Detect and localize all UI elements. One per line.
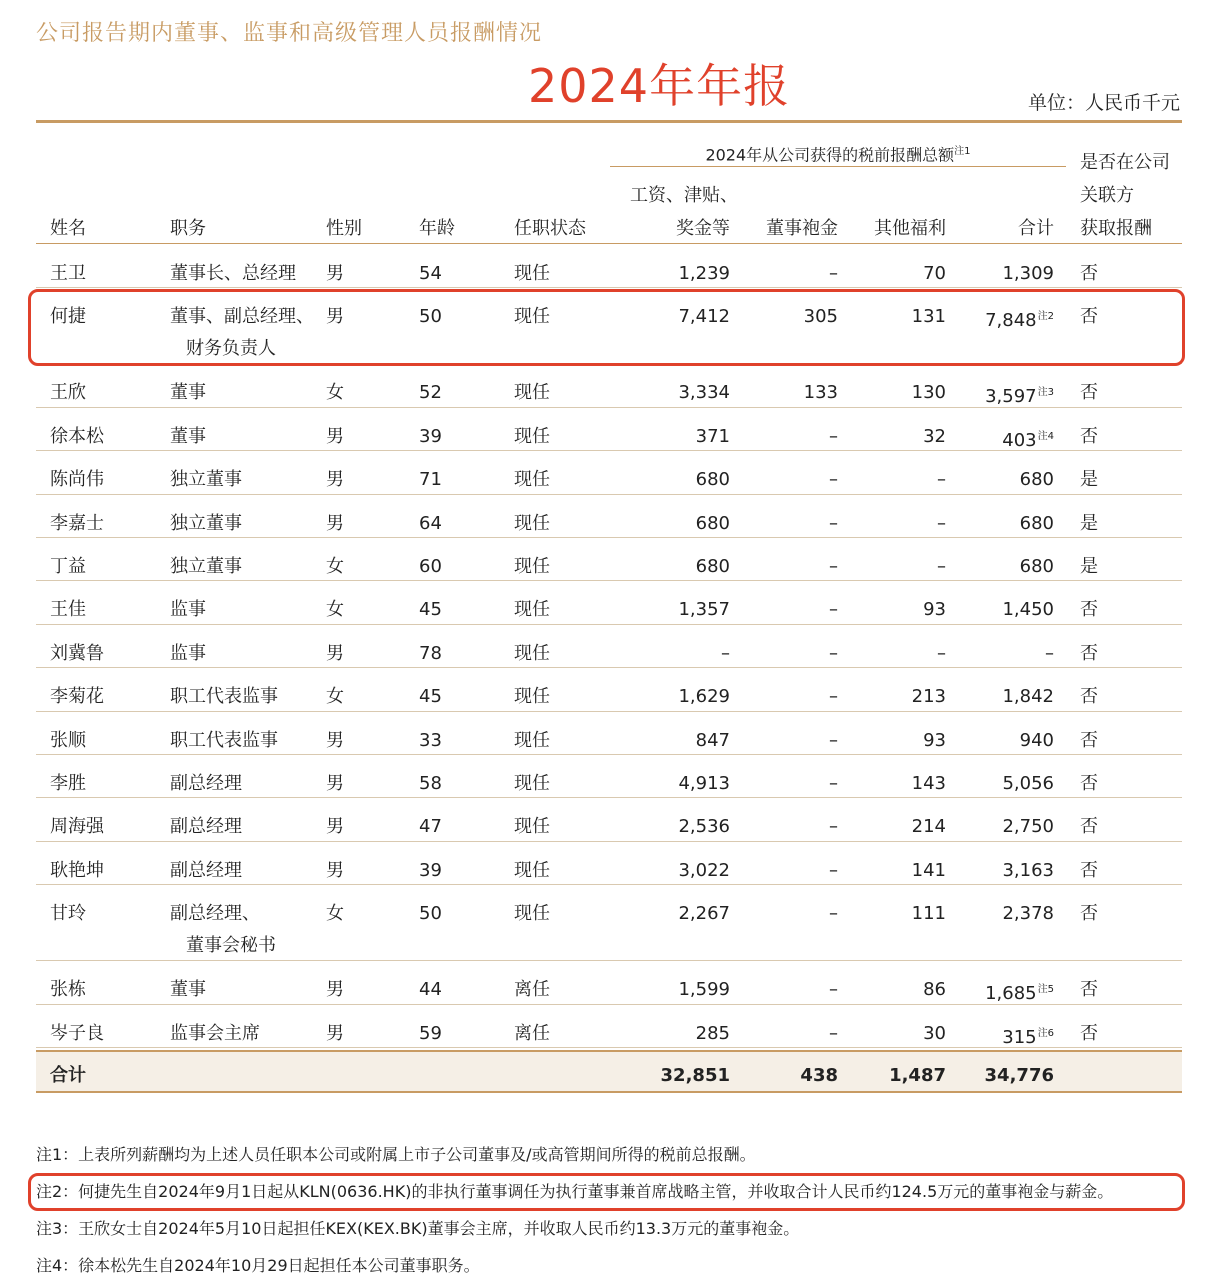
cell-name: 王佳 xyxy=(50,599,86,621)
position-line1: 独立董事 xyxy=(170,512,242,534)
cell-age: 33 xyxy=(419,729,442,751)
cell-related: 否 xyxy=(1080,382,1098,404)
cell-age: 60 xyxy=(419,556,442,577)
cell-name: 张顺 xyxy=(50,729,86,751)
cell-salary: 2,536 xyxy=(678,816,730,838)
header-related-line2: 关联方 xyxy=(1080,185,1134,206)
cell-status: 现任 xyxy=(514,469,550,491)
cell-age: 47 xyxy=(419,816,442,838)
position-line1: 董事、副总经理、 xyxy=(170,306,314,328)
cell-position xyxy=(170,551,242,583)
cell-gender: 女 xyxy=(326,556,344,577)
cell-age: 58 xyxy=(419,773,442,794)
note-2: 注2：何捷先生自2024年9月1日起从KLN(0636.HK)的非执行董事调任为执行董事兼首席战略主管，并收取合计人民币约124.5万元的董事袍金与薪金。 xyxy=(36,1182,1114,1201)
table-row xyxy=(36,885,1182,961)
cell-salary: 1,357 xyxy=(678,599,730,621)
position-line1: 副总经理 xyxy=(170,816,242,838)
total-label: 合计 xyxy=(50,1065,86,1086)
cell-fee: – xyxy=(829,599,838,621)
cell-related: 否 xyxy=(1080,816,1098,838)
cell-related: 否 xyxy=(1080,642,1098,664)
cell-gender: 男 xyxy=(326,512,344,534)
header-salary-line2: 奖金等 xyxy=(676,218,730,239)
cell-name: 何捷 xyxy=(50,306,86,328)
cell-salary: 1,599 xyxy=(678,979,730,1001)
cell-age: 45 xyxy=(419,599,442,621)
total-value: 1,842 xyxy=(1002,686,1054,708)
header-related-line3: 获取报酬 xyxy=(1080,218,1152,239)
cell-gender: 女 xyxy=(326,686,344,708)
cell-name: 李嘉士 xyxy=(50,512,104,534)
cell-related: 否 xyxy=(1080,979,1098,1001)
cell-related: 否 xyxy=(1080,903,1098,925)
cell-total xyxy=(960,1018,1054,1054)
cell-name: 徐本松 xyxy=(50,425,104,447)
cell-related: 否 xyxy=(1080,859,1098,881)
cell-gender: 男 xyxy=(326,469,344,491)
header-age: 年龄 xyxy=(419,218,455,239)
cell-total xyxy=(960,768,1054,800)
group-rule xyxy=(610,166,1066,167)
cell-age: 71 xyxy=(419,469,442,491)
table-row xyxy=(36,712,1182,755)
table-row xyxy=(36,842,1182,885)
cell-benefits: 93 xyxy=(923,729,946,751)
cell-fee: 133 xyxy=(803,382,838,404)
cell-salary: 680 xyxy=(695,469,730,491)
footnote-ref: 注5 xyxy=(1037,984,1054,996)
cell-status: 现任 xyxy=(514,859,550,881)
cell-gender: 男 xyxy=(326,1022,344,1044)
cell-name: 李菊花 xyxy=(50,686,104,708)
cell-fee: – xyxy=(829,469,838,491)
cell-fee: – xyxy=(829,773,838,794)
cell-status: 现任 xyxy=(514,306,550,328)
cell-status: 现任 xyxy=(514,599,550,621)
cell-total xyxy=(960,638,1054,670)
table-row xyxy=(36,625,1182,668)
note-3: 注3：王欣女士自2024年5月10日起担任KEX(KEX.BK)董事会主席，并收取人民币约13.3万元的董事袍金。 xyxy=(36,1219,800,1238)
group-header-note: 注1 xyxy=(954,146,971,157)
position-line1: 副总经理、 xyxy=(170,903,260,925)
cell-status: 离任 xyxy=(514,1022,550,1044)
cell-related: 否 xyxy=(1080,599,1098,621)
table-row xyxy=(36,408,1182,451)
cell-benefits: 131 xyxy=(911,306,946,328)
total-value: 680 xyxy=(1019,469,1054,491)
table-row xyxy=(36,451,1182,494)
cell-salary: 4,913 xyxy=(678,773,730,794)
cell-fee: – xyxy=(829,1022,838,1044)
footnote-ref: 注6 xyxy=(1037,1027,1054,1039)
footnote-ref: 注4 xyxy=(1037,430,1054,442)
cell-position xyxy=(170,768,242,800)
cell-total xyxy=(960,681,1054,713)
cell-name: 陈尚伟 xyxy=(50,469,104,491)
cell-status: 现任 xyxy=(514,773,550,794)
total-value: 315 xyxy=(1002,1026,1037,1048)
cell-gender: 男 xyxy=(326,263,344,284)
position-line1: 董事 xyxy=(170,425,206,447)
cell-position xyxy=(170,638,206,670)
cell-gender: 男 xyxy=(326,729,344,751)
cell-total xyxy=(960,258,1054,290)
cell-age: 59 xyxy=(419,1022,442,1044)
cell-age: 78 xyxy=(419,642,442,664)
cell-salary: 7,412 xyxy=(678,306,730,328)
cell-fee: – xyxy=(829,556,838,577)
total-benefits: 1,487 xyxy=(889,1065,946,1086)
table-row xyxy=(36,668,1182,711)
cell-fee: – xyxy=(829,729,838,751)
note-4: 注4：徐本松先生自2024年10月29日起担任本公司董事职务。 xyxy=(36,1256,480,1275)
position-line1: 独立董事 xyxy=(170,556,242,577)
cell-related: 否 xyxy=(1080,729,1098,751)
cell-salary: 680 xyxy=(695,512,730,534)
cell-age: 54 xyxy=(419,263,442,284)
cell-name: 甘玲 xyxy=(50,903,86,925)
cell-status: 现任 xyxy=(514,686,550,708)
cell-benefits: 213 xyxy=(911,686,946,708)
cell-fee: – xyxy=(829,903,838,925)
cell-related: 是 xyxy=(1080,556,1098,577)
position-line2: 董事会秘书 xyxy=(186,935,276,957)
total-value: 7,848 xyxy=(985,310,1037,332)
cell-fee: – xyxy=(829,979,838,1001)
cell-status: 现任 xyxy=(514,382,550,404)
group-header xyxy=(610,142,1066,165)
cell-status: 现任 xyxy=(514,816,550,838)
total-value: 1,309 xyxy=(1002,263,1054,284)
cell-gender: 男 xyxy=(326,979,344,1001)
cell-related: 否 xyxy=(1080,686,1098,708)
cell-salary: 1,629 xyxy=(678,686,730,708)
header-name: 姓名 xyxy=(50,218,86,239)
total-fee: 438 xyxy=(800,1065,838,1086)
cell-salary: 2,267 xyxy=(678,903,730,925)
cell-salary: 1,239 xyxy=(678,263,730,284)
cell-position xyxy=(170,1018,260,1050)
cell-name: 周海强 xyxy=(50,816,104,838)
cell-age: 50 xyxy=(419,306,442,328)
cell-name: 李胜 xyxy=(50,773,86,794)
cell-total xyxy=(960,508,1054,540)
cell-fee: – xyxy=(829,425,838,447)
cell-status: 现任 xyxy=(514,425,550,447)
cell-related: 否 xyxy=(1080,306,1098,328)
cell-position xyxy=(170,974,206,1006)
cell-fee: – xyxy=(829,642,838,664)
cell-benefits: 32 xyxy=(923,425,946,447)
total-value: 2,750 xyxy=(1002,816,1054,838)
position-line2: 财务负责人 xyxy=(186,338,276,360)
table-row xyxy=(36,581,1182,624)
cell-related: 是 xyxy=(1080,512,1098,534)
position-line1: 职工代表监事 xyxy=(170,686,278,708)
cell-salary: – xyxy=(721,642,730,664)
cell-position xyxy=(170,464,242,496)
cell-name: 耿艳坤 xyxy=(50,859,104,881)
header-benefits: 其他福利 xyxy=(874,218,946,239)
cell-gender: 男 xyxy=(326,642,344,664)
cell-total xyxy=(960,811,1054,843)
cell-benefits: 141 xyxy=(911,859,946,881)
cell-position xyxy=(170,258,296,290)
cell-benefits: 86 xyxy=(923,979,946,1001)
position-line1: 监事 xyxy=(170,599,206,621)
table-row xyxy=(36,245,1182,288)
cell-related: 否 xyxy=(1080,425,1098,447)
table-row xyxy=(36,495,1182,538)
cell-salary: 371 xyxy=(695,425,730,447)
cell-benefits: 70 xyxy=(923,263,946,284)
total-row xyxy=(36,1050,1182,1093)
table-row xyxy=(36,538,1182,581)
cell-benefits: 214 xyxy=(911,816,946,838)
total-value: 1,450 xyxy=(1002,599,1054,621)
cell-gender: 男 xyxy=(326,859,344,881)
total-value: 3,163 xyxy=(1002,859,1054,881)
cell-gender: 男 xyxy=(326,306,344,328)
cell-status: 现任 xyxy=(514,556,550,577)
table-row xyxy=(36,364,1182,407)
cell-benefits: 143 xyxy=(911,773,946,794)
cell-gender: 女 xyxy=(326,599,344,621)
cell-status: 现任 xyxy=(514,903,550,925)
cell-salary: 3,334 xyxy=(678,382,730,404)
table-row xyxy=(36,1005,1182,1048)
annotation-title: 2024年年报 xyxy=(528,59,791,113)
cell-benefits: – xyxy=(937,642,946,664)
position-line1: 董事 xyxy=(170,382,206,404)
footnote-ref: 注3 xyxy=(1037,387,1054,399)
cell-salary: 3,022 xyxy=(678,859,730,881)
cell-position xyxy=(170,898,276,962)
cell-total xyxy=(960,898,1054,930)
total-value: 403 xyxy=(1002,429,1037,451)
cell-benefits: 93 xyxy=(923,599,946,621)
cell-total xyxy=(960,725,1054,757)
cell-age: 44 xyxy=(419,979,442,1001)
table-row xyxy=(36,961,1182,1004)
footnote-ref: 注2 xyxy=(1037,311,1054,323)
cell-related: 是 xyxy=(1080,469,1098,491)
position-line1: 监事会主席 xyxy=(170,1022,260,1044)
total-value: 940 xyxy=(1019,729,1054,751)
cell-status: 离任 xyxy=(514,979,550,1001)
cell-gender: 男 xyxy=(326,816,344,838)
header-total: 合计 xyxy=(1018,218,1054,239)
position-line1: 职工代表监事 xyxy=(170,729,278,751)
total-value: 3,597 xyxy=(985,386,1037,408)
cell-position xyxy=(170,508,242,540)
section-title: 公司报告期内董事、监事和高级管理人员报酬情况 xyxy=(36,21,543,46)
cell-related: 否 xyxy=(1080,773,1098,794)
total-value: 2,378 xyxy=(1002,903,1054,925)
header-rule xyxy=(36,243,1182,244)
position-line1: 监事 xyxy=(170,642,206,664)
cell-gender: 男 xyxy=(326,425,344,447)
cell-status: 现任 xyxy=(514,263,550,284)
header-fee: 董事袍金 xyxy=(766,218,838,239)
cell-age: 45 xyxy=(419,686,442,708)
cell-position xyxy=(170,725,278,757)
highlight-row-box xyxy=(28,289,1185,366)
cell-fee: – xyxy=(829,816,838,838)
group-header-text: 2024年从公司获得的税前报酬总额 xyxy=(705,145,955,165)
total-salary: 32,851 xyxy=(660,1065,730,1086)
cell-total xyxy=(960,551,1054,583)
cell-benefits: – xyxy=(937,469,946,491)
cell-name: 张栋 xyxy=(50,979,86,1001)
position-line1: 副总经理 xyxy=(170,773,242,794)
table-row xyxy=(36,798,1182,841)
cell-position xyxy=(170,811,242,843)
total-value: 5,056 xyxy=(1002,773,1054,794)
cell-status: 现任 xyxy=(514,512,550,534)
total-value: 1,685 xyxy=(985,983,1037,1005)
header-status: 任职状态 xyxy=(514,218,586,239)
total-value: – xyxy=(1045,642,1054,664)
header-gender: 性别 xyxy=(326,218,362,239)
cell-fee: – xyxy=(829,686,838,708)
cell-status: 现任 xyxy=(514,729,550,751)
position-line1: 董事 xyxy=(170,979,206,1001)
cell-related: 否 xyxy=(1080,1022,1098,1044)
header-related-line1: 是否在公司 xyxy=(1080,152,1170,173)
position-line1: 独立董事 xyxy=(170,469,242,491)
cell-gender: 女 xyxy=(326,382,344,404)
position-line1: 董事长、总经理 xyxy=(170,263,296,284)
cell-total xyxy=(960,855,1054,887)
cell-name: 王欣 xyxy=(50,382,86,404)
cell-name: 丁益 xyxy=(50,556,86,577)
cell-position xyxy=(170,594,206,626)
cell-benefits: 30 xyxy=(923,1022,946,1044)
cell-status: 现任 xyxy=(514,642,550,664)
cell-age: 50 xyxy=(419,903,442,925)
cell-salary: 680 xyxy=(695,556,730,577)
cell-position xyxy=(170,377,206,409)
cell-fee: – xyxy=(829,859,838,881)
header-position: 职务 xyxy=(170,218,206,239)
cell-fee: 305 xyxy=(803,306,838,328)
unit-label: 单位：人民币千元 xyxy=(1027,92,1180,114)
cell-fee: – xyxy=(829,512,838,534)
position-line1: 副总经理 xyxy=(170,859,242,881)
table-row xyxy=(36,755,1182,798)
cell-age: 39 xyxy=(419,425,442,447)
total-total: 34,776 xyxy=(984,1065,1054,1086)
cell-gender: 男 xyxy=(326,773,344,794)
top-rule xyxy=(36,120,1182,123)
cell-age: 64 xyxy=(419,512,442,534)
cell-salary: 847 xyxy=(695,729,730,751)
cell-related: 否 xyxy=(1080,263,1098,284)
cell-position xyxy=(170,855,242,887)
cell-salary: 285 xyxy=(695,1022,730,1044)
cell-benefits: – xyxy=(937,556,946,577)
cell-age: 39 xyxy=(419,859,442,881)
cell-total xyxy=(960,594,1054,626)
cell-name: 刘冀鲁 xyxy=(50,642,104,664)
cell-benefits: 130 xyxy=(911,382,946,404)
cell-gender: 女 xyxy=(326,903,344,925)
cell-position xyxy=(170,421,206,453)
cell-total xyxy=(960,464,1054,496)
cell-position xyxy=(170,681,278,713)
total-value: 680 xyxy=(1019,512,1054,534)
cell-name: 岑子良 xyxy=(50,1022,104,1044)
header-salary-line1: 工资、津贴、 xyxy=(630,185,738,206)
note-1: 注1：上表所列薪酬均为上述人员任职本公司或附属上市子公司董事及/或高管期间所得的税前总报酬。 xyxy=(36,1145,756,1164)
cell-age: 52 xyxy=(419,382,442,404)
total-value: 680 xyxy=(1019,556,1054,577)
cell-fee: – xyxy=(829,263,838,284)
cell-benefits: 111 xyxy=(911,903,946,925)
cell-name: 王卫 xyxy=(50,263,86,284)
highlight-note-box xyxy=(28,1173,1185,1211)
cell-benefits: – xyxy=(937,512,946,534)
